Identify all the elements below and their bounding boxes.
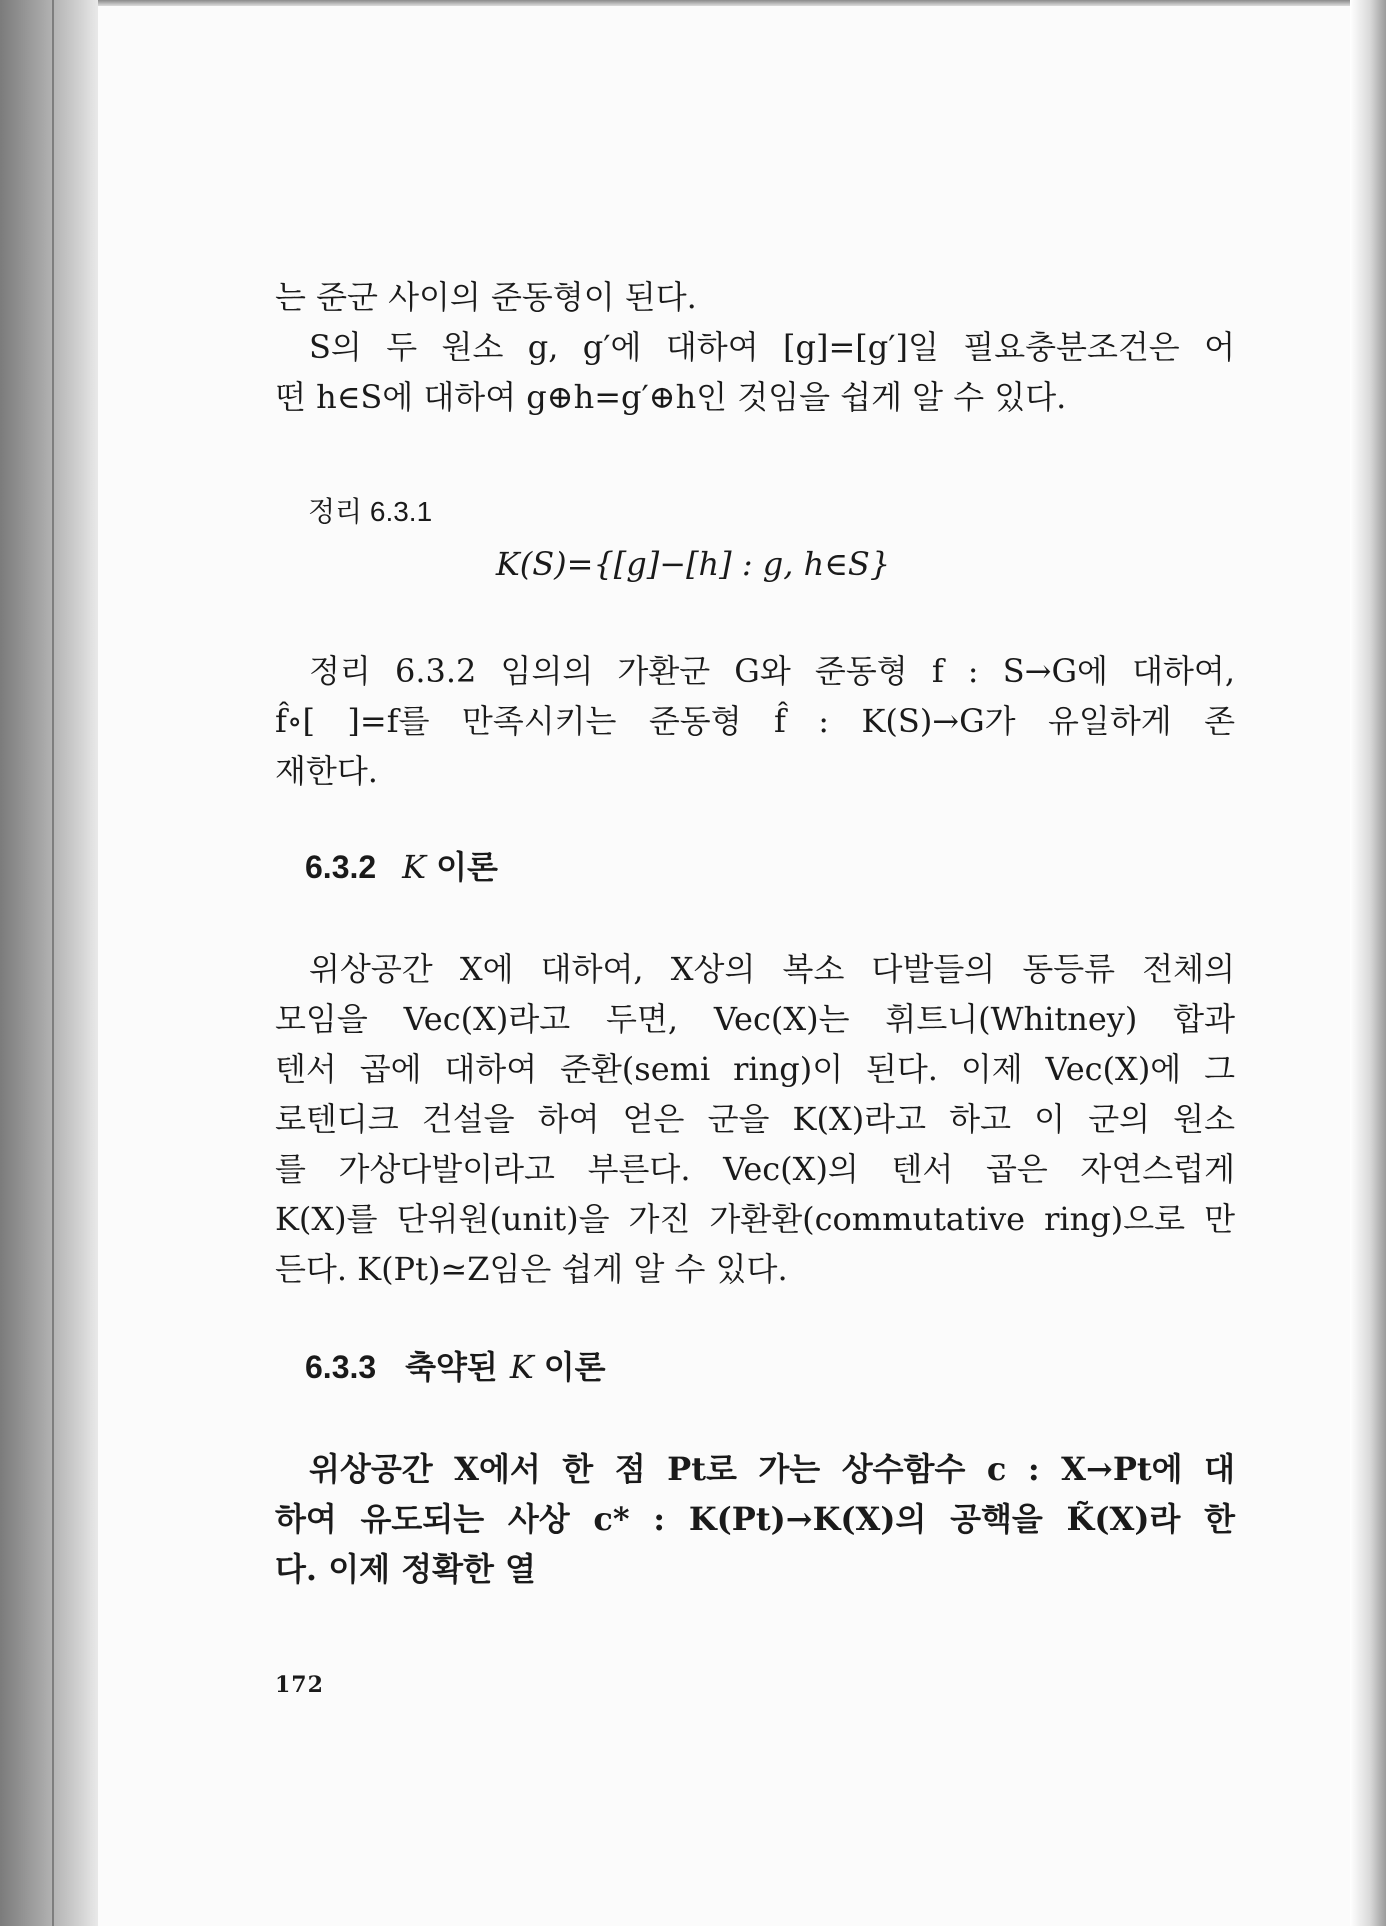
text-line: 는 준군 사이의 준동형이 된다. xyxy=(275,278,697,316)
theorem-line: 재한다. xyxy=(275,752,378,790)
text-line: 를 가상다발이라고 부른다. Vec(X)의 텐서 곱은 자연스럽게 xyxy=(275,1150,1235,1188)
text-line: 하여 유도되는 사상 c* : K(Pt)→K(X)의 공핵을 K̃(X)라 한 xyxy=(275,1500,1235,1538)
text-line: K(X)를 단위원(unit)을 가진 가환환(commutative ring)으로 만 xyxy=(275,1200,1235,1238)
page-number: 172 xyxy=(275,1672,324,1698)
book-left-edge xyxy=(0,0,98,1926)
section-number: 6.3.2 xyxy=(305,849,377,885)
section-title: 이론 xyxy=(436,849,498,885)
section-heading xyxy=(305,842,498,888)
text-line: 떤 h∈S에 대하여 g⊕h=g′⊕h인 것임을 쉽게 알 수 있다. xyxy=(275,378,1067,416)
text-line: 위상공간 X에서 한 점 Pt로 가는 상수함수 c : X→Pt에 대 xyxy=(309,1450,1235,1488)
section-pre: 축약된 xyxy=(405,1349,498,1385)
book-right-edge xyxy=(1350,0,1386,1926)
section-heading xyxy=(305,1342,606,1388)
theorem-formula: K(S)={[g]−[h] : g, h∈S} xyxy=(495,545,891,583)
text-line: 모임을 Vec(X)라고 두면, Vec(X)는 휘트니(Whitney) 합과 xyxy=(275,1000,1235,1038)
theorem-label: 정리 6.3.1 xyxy=(308,496,433,527)
text-line: 로텐디크 건설을 하여 얻은 군을 K(X)라고 하고 이 군의 원소 xyxy=(275,1100,1235,1138)
theorem-line: 정리 6.3.2 임의의 가환군 G와 준동형 f : S→G에 대하여, xyxy=(309,652,1235,690)
text-line: 다. 이제 정확한 열 xyxy=(275,1550,536,1588)
text-line: 위상공간 X에 대하여, X상의 복소 다발들의 동등류 전체의 xyxy=(309,950,1235,988)
section-title: 이론 xyxy=(543,1349,606,1385)
text-line: S의 두 원소 g, g′에 대하여 [g]=[g′]일 필요충분조건은 어 xyxy=(309,328,1235,366)
section-k: K xyxy=(509,1348,534,1386)
section-k: K xyxy=(402,848,427,886)
theorem-line: f̂∘[ ]=f를 만족시키는 준동형 f̂ : K(S)→G가 유일하게 존 xyxy=(275,702,1235,740)
text-line: 든다. K(Pt)≃Z임은 쉽게 알 수 있다. xyxy=(275,1250,788,1288)
text-line: 텐서 곱에 대하여 준환(semi ring)이 된다. 이제 Vec(X)에 그 xyxy=(275,1050,1235,1088)
section-number: 6.3.3 xyxy=(305,1349,377,1385)
